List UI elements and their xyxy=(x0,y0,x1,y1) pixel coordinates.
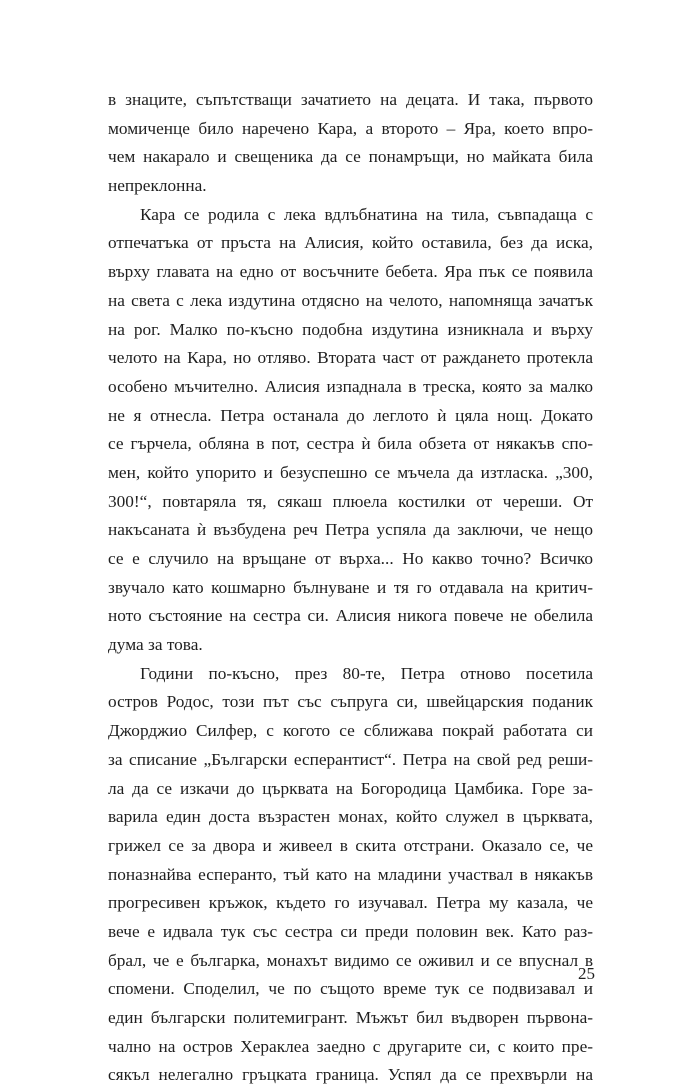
text-line: за списание „Български есперантист“. Петра на свой ред реши- xyxy=(108,749,593,769)
text-line: един български политемигрант. Мъжът бил въдворен първона- xyxy=(108,1008,593,1027)
text-line: момиченце било наречено Кара, а второто – Яра, което впро- xyxy=(108,118,593,138)
text-line: поназнайва есперанто, тъй като на младини участвал в някакъв xyxy=(108,864,593,884)
text-line: на света с лека издутина отдясно на челото, напомняща зачатък xyxy=(108,290,593,310)
page-number: 25 xyxy=(578,964,595,983)
text-line: Джорджио Силфер, с когото се сближава покрай работата си xyxy=(108,721,593,741)
text-line: накъсаната ѝ възбудена реч Петра успяла да заключи, че нещо xyxy=(108,520,593,540)
text-line: отпечатъка от пръста на Алисия, който оставила, без да иска, xyxy=(108,233,593,253)
paragraph-1 xyxy=(108,86,593,201)
text-line: брал, че е българка, монахът видимо се оживил и се впуснал в xyxy=(108,950,593,970)
text-line: Кара се родила с лека вдлъбнатина на тила, съвпадаща с xyxy=(140,204,593,224)
text-line: ла да се изкачи до църквата на Богородица Цамбика. Горе за- xyxy=(108,778,593,798)
text-line: грижел се за двора и живеел в скита отстрани. Оказало се, че xyxy=(108,835,593,855)
text-line: особено мъчително. Алисия изпаднала в треска, която за малко xyxy=(108,376,593,396)
text-line: се е случило на връщане от върха... Но какво точно? Всичко xyxy=(108,549,593,568)
text-line: звучало като кошмарно бълнуване и тя го отдавала на критич- xyxy=(108,577,593,597)
text-line: непреклонна. xyxy=(108,176,207,196)
text-line: Години по-късно, през 80-те, Петра отново посетила xyxy=(140,663,593,683)
text-line: остров Родос, този път със съпруга си, швейцарския поданик xyxy=(108,692,593,712)
text-line: ното състояние на сестра си. Алисия никога повече не обелила xyxy=(108,606,593,626)
text-line: дума за това. xyxy=(108,635,203,655)
text-line: сякъл нелегално гръцката граница. Успял да се прехвърли на xyxy=(108,1065,593,1085)
text-line: чално на остров Хераклеа заедно с другарите си, с които пре- xyxy=(108,1036,593,1056)
text-line: варила един доста възрастен монах, който служел в църквата, xyxy=(108,807,593,827)
paragraph-3 xyxy=(108,660,593,1090)
text-line: 300!“, повтаряла тя, сякаш плюела костилки от череши. От xyxy=(108,491,593,511)
text-line: спомени. Споделил, че по същото време тук се подвизавал и xyxy=(108,979,593,999)
paragraph-2 xyxy=(108,201,593,660)
text-line: чем накарало и свещеника да се понамръщи, но майката била xyxy=(108,147,593,167)
text-line: се гърчела, обляна в пот, сестра ѝ била обзета от някакъв спо- xyxy=(108,434,593,454)
text-line: не я отнесла. Петра останала до леглото ѝ цяла нощ. Докато xyxy=(108,405,593,425)
text-line: челото на Кара, но отляво. Втората част от раждането протекла xyxy=(108,348,593,368)
text-line: мен, който упорито и безуспешно се мъчела да изтласка. „300, xyxy=(108,462,593,482)
text-line: на рог. Малко по-късно подобна издутина изникнала и върху xyxy=(108,319,593,339)
text-line: вече е идвала тук със сестра си преди половин век. Като раз- xyxy=(108,921,593,941)
text-line: прогресивен кръжок, където го изучавал. Петра му казала, че xyxy=(108,893,593,913)
text-line: в знаците, съпътстващи зачатието на децата. И така, първото xyxy=(108,90,593,109)
text-line: върху главата на едно от восъчните бебета. Яра пък се появила xyxy=(108,262,593,282)
book-page-body xyxy=(108,86,593,1090)
